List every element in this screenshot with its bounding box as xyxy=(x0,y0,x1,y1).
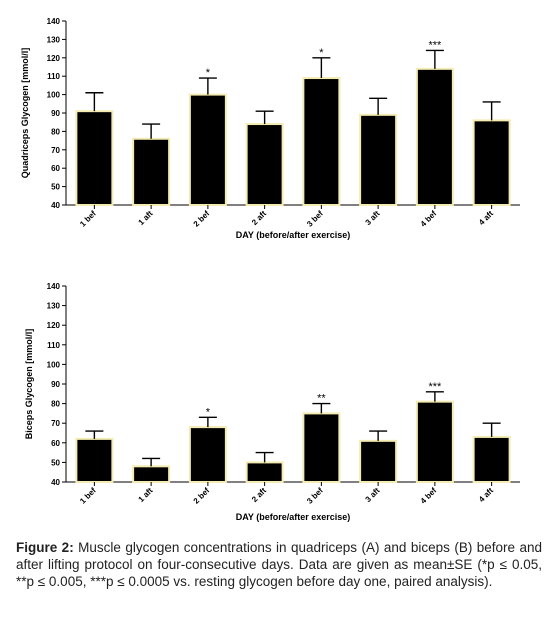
y-tick-label: 120 xyxy=(46,53,60,63)
y-tick-label: 130 xyxy=(46,301,60,311)
figure-caption xyxy=(16,539,542,591)
x-tick-label: 4 bef xyxy=(418,209,439,229)
y-tick-label: 120 xyxy=(46,321,60,331)
x-tick-label: 1 aft xyxy=(136,209,155,228)
y-tick-label: 60 xyxy=(51,438,60,448)
x-tick-label: 3 aft xyxy=(363,209,382,228)
y-tick-label: 110 xyxy=(47,340,60,350)
bar-2-bef xyxy=(190,427,226,482)
x-tick-label: 1 bef xyxy=(78,209,98,229)
significance-marker: ** xyxy=(317,392,326,405)
x-tick-label: 3 aft xyxy=(363,486,382,505)
significance-marker: *** xyxy=(428,380,442,393)
y-tick-label: 130 xyxy=(46,35,60,45)
y-tick-label: 90 xyxy=(51,109,60,118)
y-tick-label: 90 xyxy=(51,380,60,389)
y-axis-title: Biceps Glycogen [mmol/l] xyxy=(24,328,34,440)
x-tick-label: 3 bef xyxy=(305,486,325,506)
y-tick-label: 70 xyxy=(51,145,60,155)
bar-3-aft xyxy=(360,441,396,482)
y-tick-label: 70 xyxy=(51,419,60,429)
bar-4-bef xyxy=(417,402,453,482)
x-axis-title: DAY (before/after exercise) xyxy=(235,512,351,522)
x-tick-label: 4 aft xyxy=(477,209,496,228)
x-tick-label: 1 aft xyxy=(136,486,155,505)
x-tick-label: 2 bef xyxy=(191,486,212,506)
y-tick-label: 60 xyxy=(51,164,60,174)
bar-4-bef xyxy=(417,69,453,205)
y-tick-label: 50 xyxy=(51,458,60,468)
x-tick-label: 2 aft xyxy=(250,486,269,505)
bar-2-aft xyxy=(247,462,283,482)
y-tick-label: 80 xyxy=(51,127,60,137)
x-tick-label: 2 bef xyxy=(191,209,212,229)
y-tick-label: 100 xyxy=(46,90,60,100)
bar-2-aft xyxy=(247,124,283,205)
significance-marker: * xyxy=(319,46,324,59)
x-axis-title: DAY (before/after exercise) xyxy=(235,230,351,240)
bar-3-aft xyxy=(360,115,396,205)
significance-marker: *** xyxy=(428,39,442,52)
x-tick-label: 2 aft xyxy=(250,209,269,228)
bar-1-bef xyxy=(76,111,112,205)
y-tick-label: 40 xyxy=(51,478,60,487)
bar-3-bef xyxy=(303,78,339,205)
x-tick-label: 4 aft xyxy=(477,486,496,505)
bar-2-bef xyxy=(190,95,226,205)
bar-1-aft xyxy=(133,139,169,205)
biceps-glycogen-chart xyxy=(0,265,555,530)
y-tick-label: 110 xyxy=(47,72,60,82)
bar-1-aft xyxy=(133,466,169,482)
x-tick-label: 4 bef xyxy=(418,486,439,506)
y-tick-label: 80 xyxy=(51,399,60,409)
y-tick-label: 140 xyxy=(46,282,60,291)
significance-marker: * xyxy=(205,67,211,80)
y-tick-label: 40 xyxy=(51,201,60,210)
caption-text: Muscle glycogen concentrations in quadriceps (A) and biceps (B) before and after lifting protocol on four-consecutive days. Data are given as mean±SE (*p ≤ 0.05, **p ≤ 0.005, ***p ≤ 0.0005 vs. resting glycogen before day one, paired analysis). xyxy=(16,540,542,590)
y-tick-label: 140 xyxy=(46,17,60,26)
quadriceps-glycogen-chart xyxy=(0,0,555,250)
y-tick-label: 50 xyxy=(51,182,60,192)
bar-3-bef xyxy=(303,413,339,482)
significance-marker: * xyxy=(205,406,211,419)
bar-4-aft xyxy=(474,120,510,205)
bar-4-aft xyxy=(474,437,510,482)
bar-1-bef xyxy=(76,439,112,482)
y-axis-title: Quadriceps Glycogen [mmol/l] xyxy=(20,47,30,179)
x-tick-label: 1 bef xyxy=(78,486,98,506)
x-tick-label: 3 bef xyxy=(305,209,325,229)
y-tick-label: 100 xyxy=(46,360,60,370)
caption-label: Figure 2: xyxy=(16,540,74,555)
